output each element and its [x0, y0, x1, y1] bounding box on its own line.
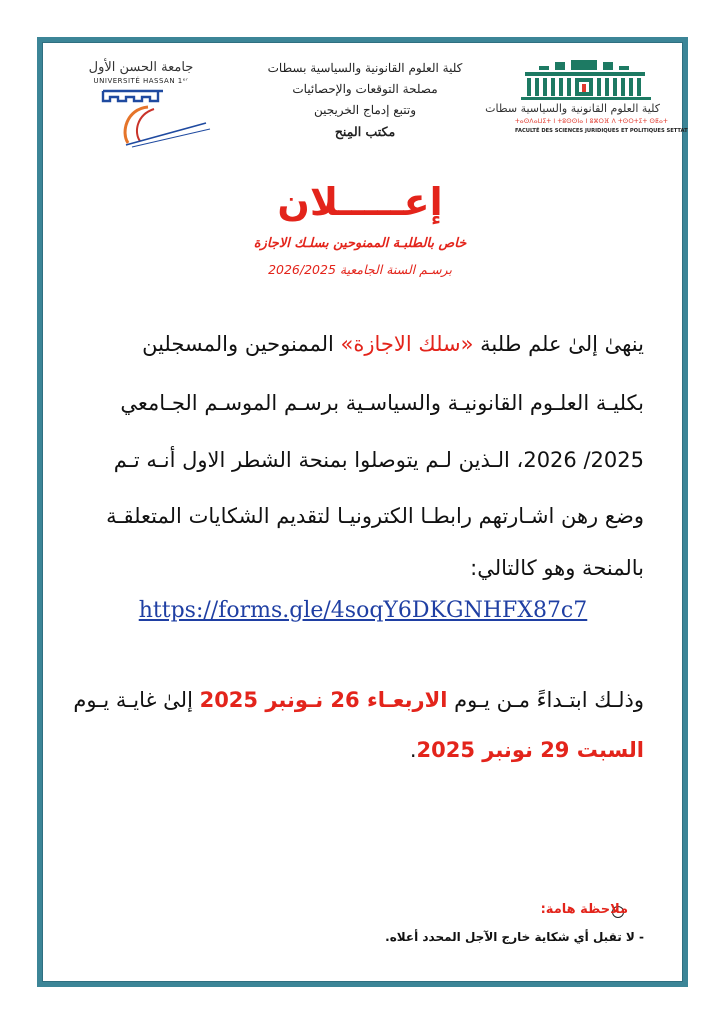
service-line: مصلحة التوقعات والإحصائيات — [292, 82, 438, 96]
university-name-latin: UNIVERSITÉ HASSAN 1ᵉʳ — [93, 77, 189, 85]
start-date: الاربعـاء 26 نـونبر 2025 — [199, 688, 448, 712]
date-line-1 — [73, 688, 644, 712]
faculty-name-tifinagh: ⵜⴰⵙⴷⴰⵡⵉⵜ ⵏ ⵜⵓⵙⵙⵏⴰ ⵏ ⵓⵣⵔⴼ ⴷ ⵜⵙⵔⵜⵉⵜ ⵙⵟⴰⵜ — [515, 118, 668, 125]
note-heading: ملاحظة هامة: — [540, 902, 628, 917]
university-name-arabic: جامعة الحسن الأول — [88, 60, 194, 75]
university-emblem-icon — [66, 85, 216, 150]
body-line-1-end: الممنوحين والمسجلين — [142, 332, 341, 356]
announcement-subtitle: خاص بالطلبـة الممنوحين بسلـك الاجازة — [253, 236, 467, 251]
university-logo — [66, 60, 216, 150]
administration-header — [240, 58, 490, 142]
complaint-form-link[interactable]: https://forms.gle/4soqY6DKGNHFX87c7 — [138, 598, 588, 623]
announcement-title: إعـــــلان — [277, 180, 443, 224]
end-period: . — [409, 738, 417, 762]
faculty-building-icon — [515, 58, 660, 102]
body-line-1 — [142, 332, 644, 356]
date-line-1-start: وذلـك ابتـداءً مـن يـوم — [447, 688, 644, 712]
program-name: «سلك الاجازة» — [340, 332, 474, 356]
faculty-line: كلية العلوم القانونية والسياسية بسطات — [267, 61, 463, 75]
faculty-name-french: FACULTÉ DES SCIENCES JURIDIQUES ET POLITIQUES SETTAT — [515, 128, 688, 134]
faculty-logo — [485, 58, 688, 140]
academic-year-subtitle: برسـم السنة الجامعية 2026/2025 — [268, 262, 452, 277]
date-line-1-end: إلىٰ غايـة يـوم — [73, 688, 200, 712]
tracking-line: وتتبع إدماج الخريجين — [313, 103, 417, 117]
faculty-name-arabic: كلية العلوم القانونية والسياسية سطات — [485, 102, 660, 115]
body-line-3: 2025/ 2026، الـذين لـم يتوصلوا بمنحة الشطر الاول أنـه تـم — [113, 448, 644, 472]
end-date: السبت 29 نونبر 2025 — [416, 738, 644, 762]
body-line-4: وضع رهن اشـارتهم رابطـا الكترونيـا لتقديم الشكايات المتعلقـة — [106, 504, 644, 528]
note-text: - لا تقبل أي شكاية خارج الآجل المحدد أعلاه. — [385, 930, 644, 944]
body-line-2: بكليـة العلـوم القانونيـة والسياسـية برسـم الموسـم الجـامعي — [120, 391, 644, 415]
body-line-5: بالمنحة وهو كالتالي: — [470, 556, 644, 580]
date-line-2 — [410, 738, 644, 762]
body-line-1-start: ينهىٰ إلىٰ علم طلبة — [473, 332, 644, 356]
office-line: مكتب المِنح — [334, 124, 396, 139]
